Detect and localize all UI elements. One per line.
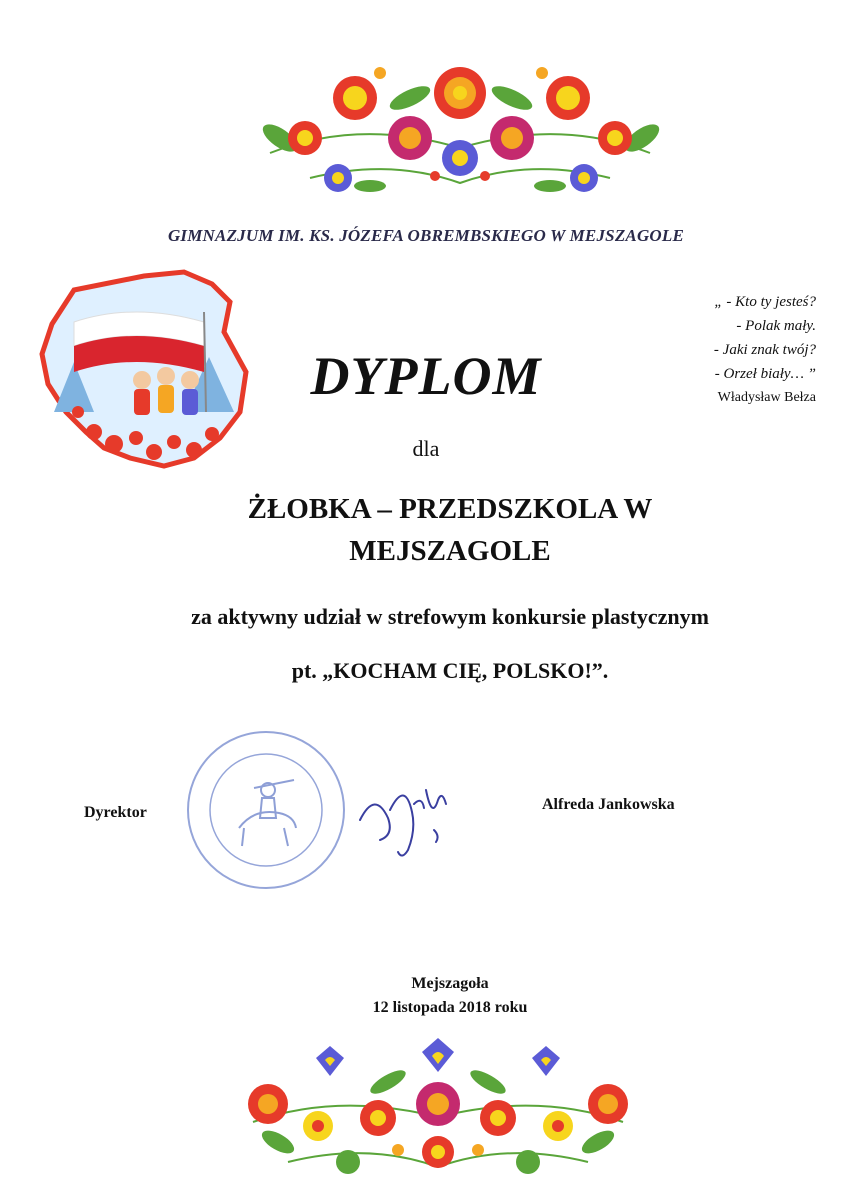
recipient-name — [0, 488, 852, 572]
quote-line: - Polak mały. — [736, 318, 816, 334]
quote-author: Władysław Bełza — [717, 390, 816, 405]
official-seal-icon — [184, 728, 348, 892]
recipient-line: MEJSZAGOLE — [349, 535, 551, 567]
ornament-flower-icon — [248, 1038, 628, 1174]
director-signature-icon — [350, 760, 460, 870]
diploma-title: DYPLOM — [310, 346, 542, 406]
director-role: Dyrektor — [84, 804, 147, 821]
place-and-date — [0, 972, 852, 1020]
quote-line: - Jaki znak twój? — [713, 342, 816, 358]
ornament-flower-icon — [288, 67, 632, 192]
knight-emblem-icon — [239, 780, 296, 846]
top-folk-ornament — [250, 58, 670, 198]
award-description — [0, 590, 852, 698]
director-name: Alfreda Jankowska — [542, 796, 675, 813]
description-line: za aktywny udział w strefowym konkursie plastycznym — [191, 604, 709, 629]
for-word: dla — [412, 436, 440, 461]
quote-line: - Orzeł biały… ” — [714, 366, 816, 382]
place: Mejszagoła — [411, 975, 489, 992]
recipient-line: ŻŁOBKA – PRZEDSZKOLA W — [247, 493, 653, 525]
quote-line: „ - Kto ty jesteś? — [714, 294, 816, 310]
description-line: pt. „KOCHAM CIĘ, POLSKO!”. — [291, 658, 609, 683]
school-name: GIMNAZJUM IM. KS. JÓZEFA OBREMBSKIEGO W MEJSZAGOLE — [167, 226, 685, 245]
date: 12 listopada 2018 roku — [372, 999, 528, 1016]
bottom-folk-ornament — [238, 1022, 638, 1182]
